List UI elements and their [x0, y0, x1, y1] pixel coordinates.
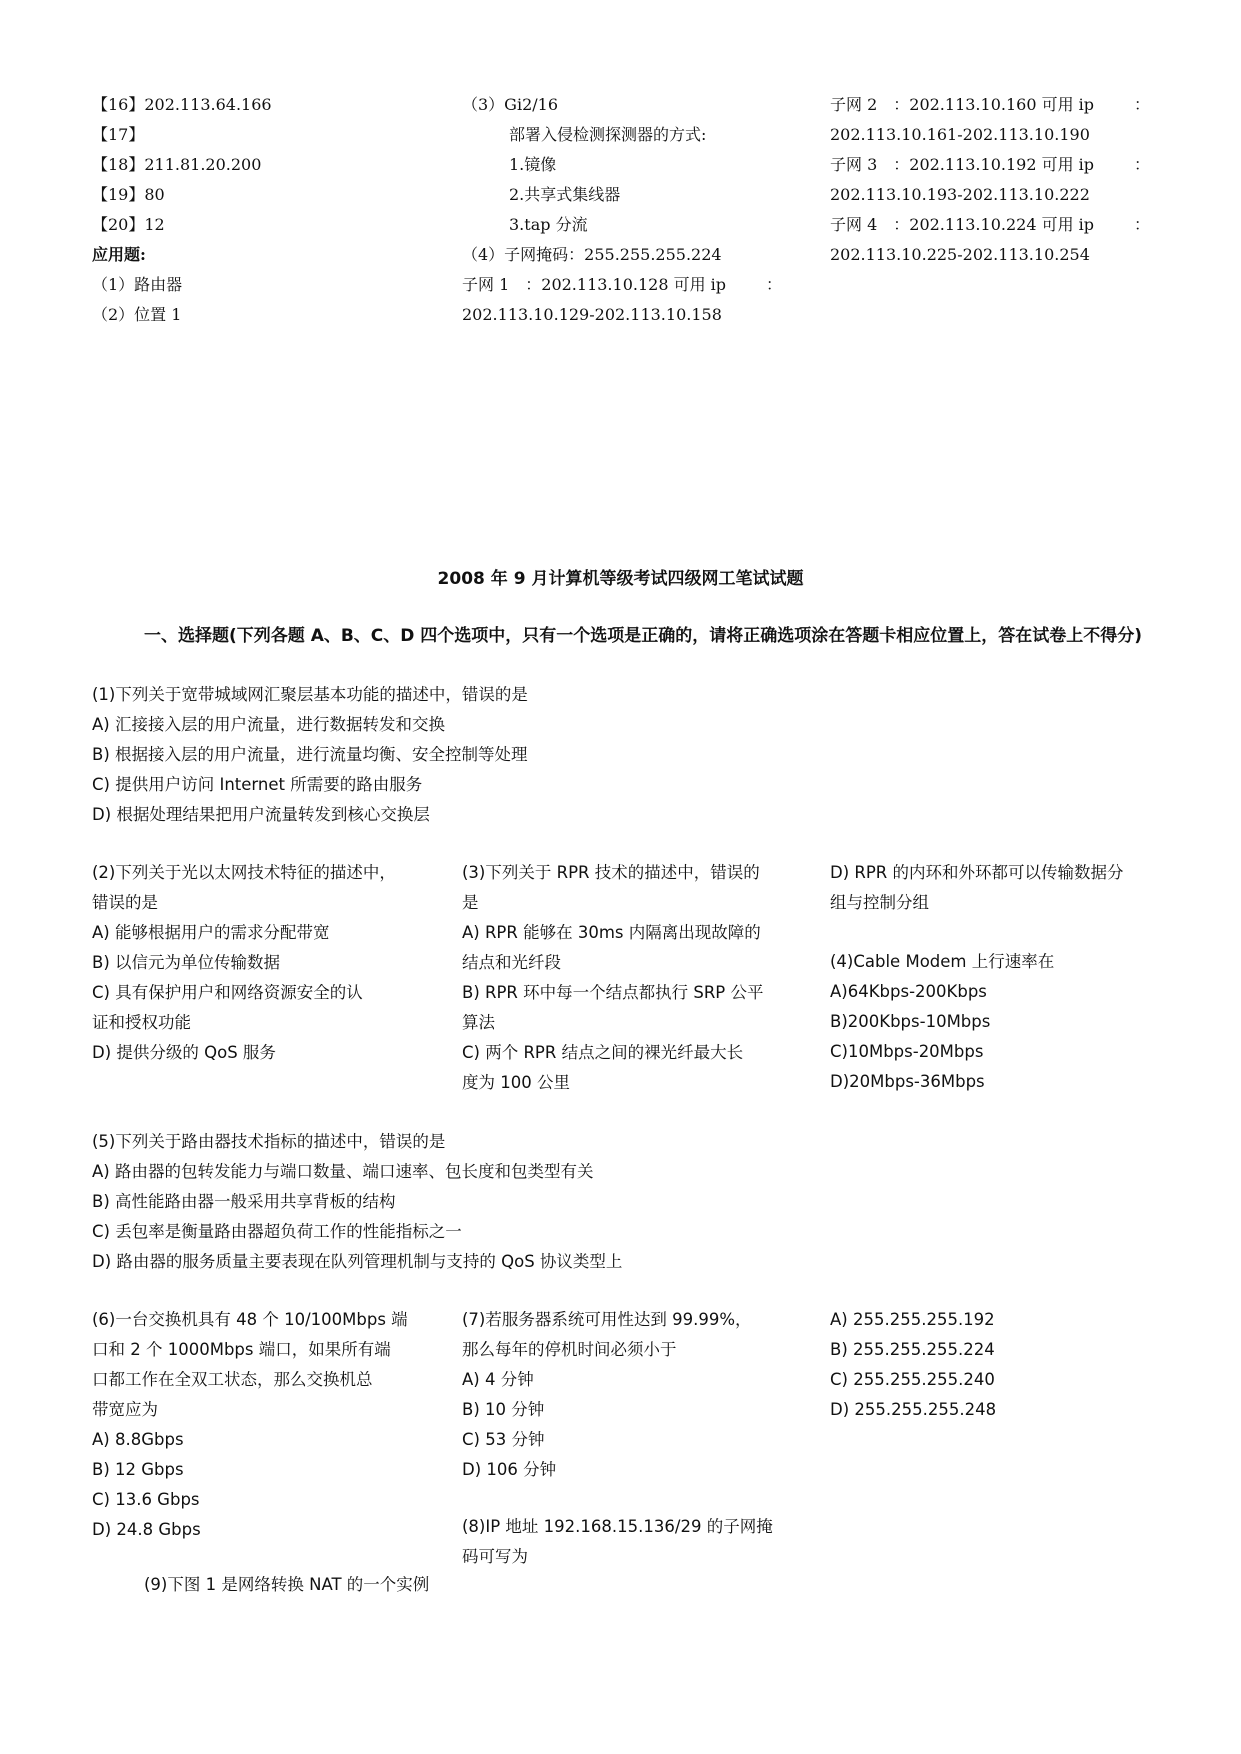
question-6-option-a: A) 8.8Gbps — [92, 1430, 184, 1449]
question-2-option-c-2: 证和授权功能 — [92, 1013, 191, 1032]
subnet-1-line — [462, 270, 782, 300]
subnet-2-label: 子网 2 ：202.113.10.160 可用 ip — [830, 95, 1095, 114]
question-6-option-d: D) 24.8 Gbps — [92, 1520, 201, 1539]
question-3-option-c-1: C) 两个 RPR 结点之间的裸光纤最大长 — [462, 1043, 744, 1062]
question-3-stem-1: (3)下列关于 RPR 技术的描述中，错误的 — [462, 863, 760, 882]
question-1-option-a: A) 汇接接入层的用户流量，进行数据转发和交换 — [92, 715, 445, 734]
question-2-stem-1: (2)下列关于光以太网技术特征的描述中， — [92, 863, 396, 882]
question-6-stem-2: 口和 2 个 1000Mbps 端口，如果所有端 — [92, 1340, 391, 1359]
answer-16: 【16】202.113.64.166 — [92, 95, 272, 114]
question-4-option-d: D)20Mbps-36Mbps — [830, 1072, 985, 1091]
question-4-option-c: C)10Mbps-20Mbps — [830, 1042, 984, 1061]
subnet-2-range: 202.113.10.161-202.113.10.190 — [830, 125, 1090, 144]
question-5-option-a: A) 路由器的包转发能力与端口数量、端口速率、包长度和包类型有关 — [92, 1162, 594, 1181]
answer-17: 【17】 — [92, 125, 145, 144]
question-2-option-b: B) 以信元为单位传输数据 — [92, 953, 281, 972]
question-3-option-c-2: 度为 100 公里 — [462, 1073, 570, 1092]
question-3-option-d — [830, 858, 1124, 918]
question-3-option-a-2: 结点和光纤段 — [462, 953, 561, 972]
question-7-stem-2: 那么每年的停机时间必须小于 — [462, 1340, 677, 1359]
ids-method-3: 3.tap 分流 — [509, 215, 588, 234]
subnet-4-range: 202.113.10.225-202.113.10.254 — [830, 245, 1090, 264]
question-3 — [462, 858, 764, 1098]
answers-col3 — [830, 90, 1150, 270]
question-4-stem: (4)Cable Modem 上行速率在 — [830, 952, 1055, 971]
subnet-3-colon: ： — [1133, 155, 1150, 174]
question-6-stem-3: 口都工作在全双工状态，那么交换机总 — [92, 1370, 373, 1389]
question-1-option-d: D) 根据处理结果把用户流量转发到核心交换层 — [92, 805, 430, 824]
subnet-1-range: 202.113.10.129-202.113.10.158 — [462, 305, 722, 324]
question-8 — [462, 1512, 773, 1572]
question-7-stem-1: (7)若服务器系统可用性达到 99.99%， — [462, 1310, 752, 1329]
question-7-option-c: C) 53 分钟 — [462, 1430, 545, 1449]
question-8-options — [830, 1305, 996, 1425]
app-answer-2: （2）位置 1 — [92, 305, 182, 324]
answer-20: 【20】12 — [92, 215, 165, 234]
application-heading: 应用题: — [92, 245, 146, 264]
question-3-stem-2: 是 — [462, 893, 479, 912]
subnet-1-colon: ： — [765, 275, 782, 294]
question-4-option-a: A)64Kbps-200Kbps — [830, 982, 987, 1001]
question-1 — [92, 680, 528, 830]
question-2-option-a: A) 能够根据用户的需求分配带宽 — [92, 923, 330, 942]
answer-19: 【19】80 — [92, 185, 165, 204]
question-3-option-d-1: D) RPR 的内环和外环都可以传输数据分 — [830, 863, 1124, 882]
question-1-stem: (1)下列关于宽带城域网汇聚层基本功能的描述中，错误的是 — [92, 685, 528, 704]
answer-18: 【18】211.81.20.200 — [92, 155, 262, 174]
subnet-4-line — [830, 210, 1150, 240]
subnet-3-line — [830, 150, 1150, 180]
question-2-option-d: D) 提供分级的 QoS 服务 — [92, 1043, 276, 1062]
question-7 — [462, 1305, 752, 1485]
exam-title: 2008 年 9 月计算机等级考试四级网工笔试试题 — [437, 569, 804, 589]
question-8-option-a: A) 255.255.255.192 — [830, 1310, 995, 1329]
answers-col2 — [462, 90, 782, 330]
question-6-stem-1: (6)一台交换机具有 48 个 10/100Mbps 端 — [92, 1310, 408, 1329]
question-3-option-b-1: B) RPR 环中每一个结点都执行 SRP 公平 — [462, 983, 764, 1002]
question-9-stem: (9)下图 1 是网络转换 NAT 的一个实例 — [144, 1575, 430, 1594]
question-2-stem-2: 错误的是 — [92, 893, 158, 912]
app-answer-3: （3）Gi2/16 — [462, 95, 559, 114]
question-7-option-a: A) 4 分钟 — [462, 1370, 534, 1389]
question-3-option-a-1: A) RPR 能够在 30ms 内隔离出现故障的 — [462, 923, 761, 942]
answers-col1 — [92, 90, 272, 330]
subnet-3-label: 子网 3 ：202.113.10.192 可用 ip — [830, 155, 1095, 174]
subnet-2-colon: ： — [1133, 95, 1150, 114]
ids-method-1: 1.镜像 — [509, 155, 557, 174]
ids-deploy-heading: 部署入侵检测探测器的方式: — [509, 125, 707, 144]
question-6-option-b: B) 12 Gbps — [92, 1460, 184, 1479]
question-3-option-b-2: 算法 — [462, 1013, 495, 1032]
app-answer-4: （4）子网掩码：255.255.255.224 — [462, 245, 722, 264]
question-6-option-c: C) 13.6 Gbps — [92, 1490, 200, 1509]
question-8-option-c: C) 255.255.255.240 — [830, 1370, 995, 1389]
subnet-4-label: 子网 4 ：202.113.10.224 可用 ip — [830, 215, 1095, 234]
app-answer-1: （1）路由器 — [92, 275, 183, 294]
question-3-option-d-2: 组与控制分组 — [830, 893, 929, 912]
question-2-option-c-1: C) 具有保护用户和网络资源安全的认 — [92, 983, 363, 1002]
question-1-option-c: C) 提供用户访问 Internet 所需要的路由服务 — [92, 775, 423, 794]
subnet-1-label: 子网 1 ：202.113.10.128 可用 ip — [462, 275, 727, 294]
section-heading: 一、选择题(下列各题 A、B、C、D 四个选项中，只有一个选项是正确的，请将正确选项涂在答题卡相应位置上，答在试卷上不得分) — [144, 626, 1143, 646]
question-5-option-d: D) 路由器的服务质量主要表现在队列管理机制与支持的 QoS 协议类型上 — [92, 1252, 623, 1271]
question-5-option-c: C) 丢包率是衡量路由器超负荷工作的性能指标之一 — [92, 1222, 462, 1241]
question-4-option-b: B)200Kbps-10Mbps — [830, 1012, 991, 1031]
question-5 — [92, 1127, 622, 1277]
question-5-stem: (5)下列关于路由器技术指标的描述中，错误的是 — [92, 1132, 446, 1151]
question-6-stem-4: 带宽应为 — [92, 1400, 158, 1419]
question-5-option-b: B) 高性能路由器一般采用共享背板的结构 — [92, 1192, 396, 1211]
question-8-option-b: B) 255.255.255.224 — [830, 1340, 995, 1359]
question-6 — [92, 1305, 408, 1545]
question-8-option-d: D) 255.255.255.248 — [830, 1400, 997, 1419]
question-7-option-d: D) 106 分钟 — [462, 1460, 557, 1479]
question-4 — [830, 947, 1054, 1097]
question-8-stem-2: 码可写为 — [462, 1547, 528, 1566]
question-1-option-b: B) 根据接入层的用户流量，进行流量均衡、安全控制等处理 — [92, 745, 528, 764]
subnet-2-line — [830, 90, 1150, 120]
ids-method-2: 2.共享式集线器 — [509, 185, 621, 204]
question-2 — [92, 858, 396, 1068]
question-8-stem-1: (8)IP 地址 192.168.15.136/29 的子网掩 — [462, 1517, 773, 1536]
subnet-3-range: 202.113.10.193-202.113.10.222 — [830, 185, 1090, 204]
subnet-4-colon: ： — [1133, 215, 1150, 234]
question-7-option-b: B) 10 分钟 — [462, 1400, 545, 1419]
